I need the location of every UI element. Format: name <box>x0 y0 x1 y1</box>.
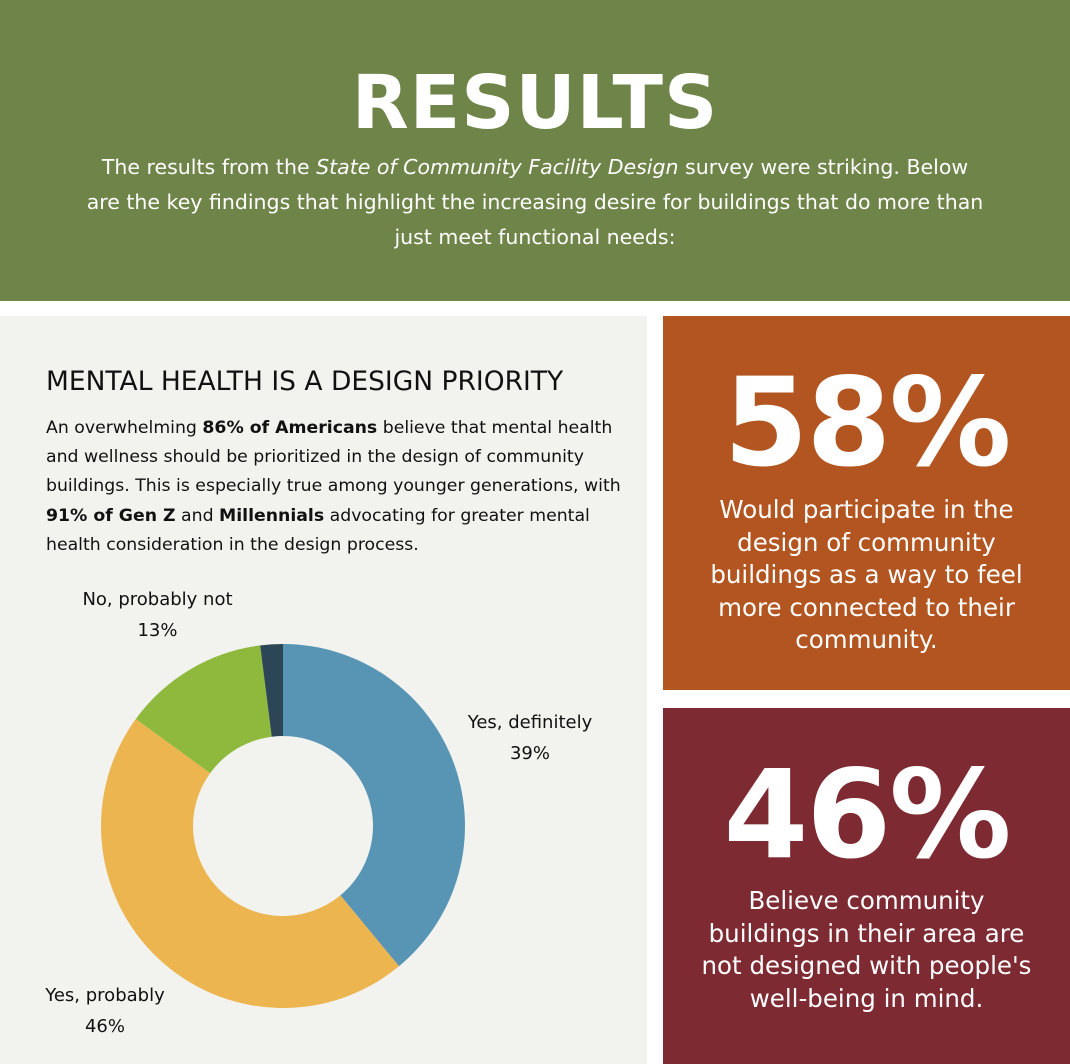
body-text: and <box>175 505 220 526</box>
stat-value: 46% <box>723 744 1010 886</box>
label-no-probably-not-name: No, probably not <box>82 589 233 610</box>
body-highlight-americans: 86% of Americans <box>202 418 378 438</box>
label-yes-definitely-value: 39% <box>509 743 550 764</box>
label-yes-definitely-name: Yes, definitely <box>467 712 593 733</box>
intro-text-end: survey were striking. Below are the key findings that highlight the increasing desire for buildings that do more than just meet functional needs: <box>86 155 984 249</box>
page-title: RESULTS <box>351 60 719 146</box>
body-text: advocating for greater mental health consideration in the design process. <box>46 505 590 555</box>
intro-text-start: The results from the <box>101 155 317 179</box>
intro-text <box>85 150 985 255</box>
stat-card-not-designed <box>663 708 1070 1064</box>
label-yes-definitely <box>455 707 605 769</box>
label-no-probably-not-value: 13% <box>137 620 178 641</box>
section-heading: MENTAL HEALTH IS A DESIGN PRIORITY <box>46 366 564 397</box>
donut-chart <box>0 316 647 1064</box>
mental-health-panel <box>0 316 647 1064</box>
results-header <box>0 0 1070 301</box>
label-yes-probably <box>30 980 180 1042</box>
body-text: An overwhelming <box>46 418 203 438</box>
stat-description: Would participate in the design of community buildings as a way to feel more connected to their community. <box>710 495 1023 654</box>
stat-card-participate <box>663 316 1070 690</box>
stat-value: 58% <box>723 352 1010 494</box>
body-highlight-gen-z: 91% of Gen Z <box>46 505 176 526</box>
body-highlight-millennials: Millennials <box>219 505 325 526</box>
label-yes-probably-name: Yes, probably <box>45 985 165 1006</box>
stat-description: Believe community buildings in their area are not designed with people's well-being in mind. <box>701 886 1032 1013</box>
survey-name: State of Community Facility Design <box>316 155 679 179</box>
body-text: believe that mental health and wellness should be prioritized in the design of community buildings. This is especially true among younger generations, with <box>46 418 621 497</box>
label-no-probably-not <box>60 584 255 646</box>
label-yes-probably-value: 46% <box>84 1016 125 1037</box>
